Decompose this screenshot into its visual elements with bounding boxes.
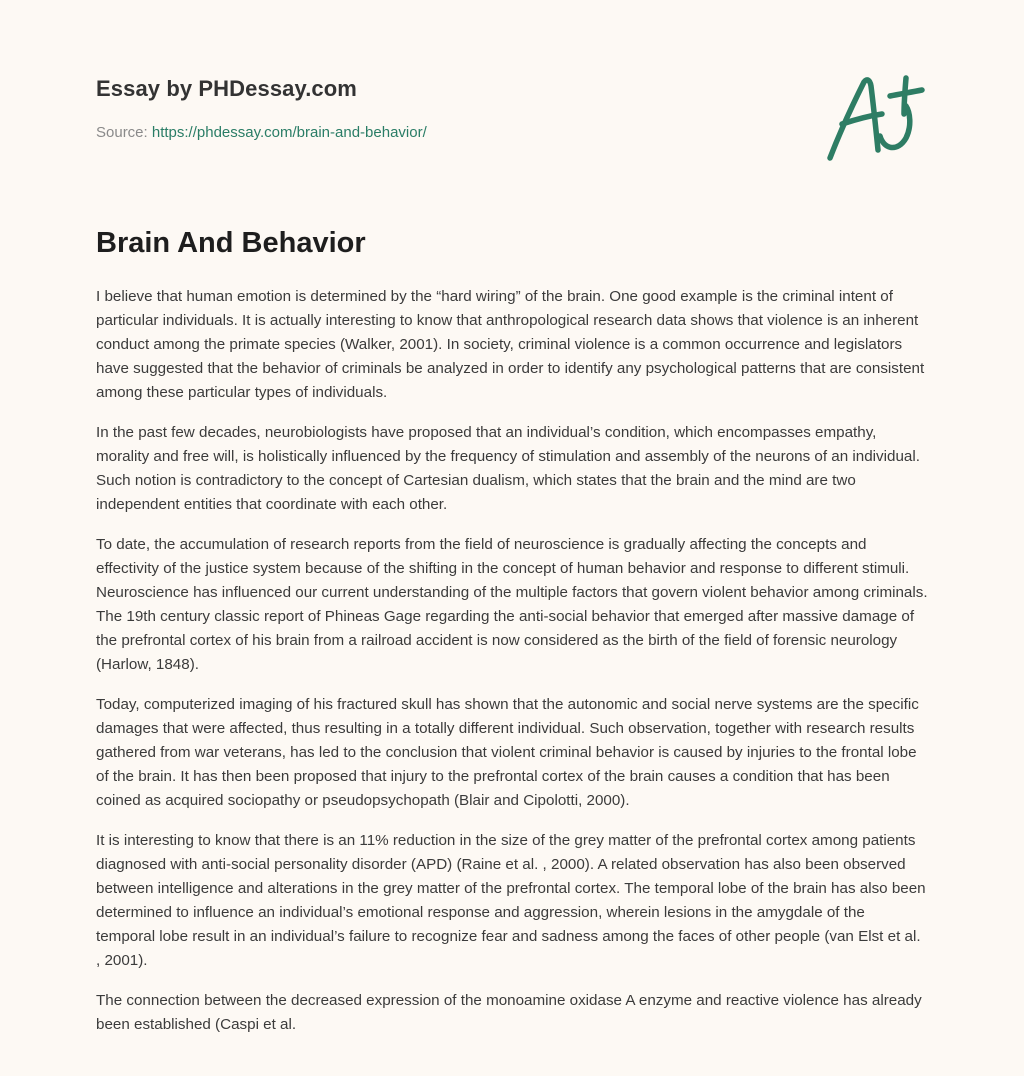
source-label: Source:	[96, 124, 148, 141]
paragraph: Today, computerized imaging of his fractured skull has shown that the autonomic and social nerve systems are the specific damages that were affected, thus resulting in a totally different individual. Such observation, together with research results gathered from war veterans, has led to the conclusion that violent criminal behavior is caused by injuries to the frontal lobe of the brain. It has then been proposed that injury to the prefrontal cortex of the brain causes a condition that has been coined as acquired sociopathy or pseudopsychopath (Blair and Cipolotti, 2000).	[96, 696, 919, 809]
page-header	[96, 0, 928, 200]
essay-body	[96, 285, 928, 1053]
site-title: Essay by PHDessay.com	[96, 76, 357, 101]
source-line	[96, 124, 427, 141]
paragraph: The connection between the decreased expression of the monoamine oxidase A enzyme and reactive violence has already been established (Caspi et al.	[96, 992, 922, 1033]
paragraph: To date, the accumulation of research reports from the field of neuroscience is gradually affecting the concepts and effectivity of the justice system because of the shifting in the concept of human behavior and response to different stimuli. Neuroscience has influenced our current understanding of the multiple factors that govern violent behavior among criminals. The 19th century classic report of Phineas Gage regarding the anti-social behavior that emerged after massive damage of the prefrontal cortex of his brain from a railroad accident is now considered as the birth of the field of forensic neurology (Harlow, 1848).	[96, 536, 928, 673]
essay-page	[96, 0, 928, 1033]
a-plus-grade-icon	[826, 70, 926, 162]
source-link[interactable]: https://phdessay.com/brain-and-behavior/	[151, 124, 427, 141]
paragraph: It is interesting to know that there is an 11% reduction in the size of the grey matter of the prefrontal cortex among patients diagnosed with anti-social personality disorder (APD) (Raine et al. , 2000). A related observation has also been observed between intelligence and alterations in the grey matter of the prefrontal cortex. The temporal lobe of the brain has also been determined to influence an individual’s emotional response and aggression, wherein lesions in the amygdale of the temporal lobe result in an individual’s failure to recognize fear and sadness among the faces of other people (van Elst et al. , 2001).	[96, 832, 926, 969]
paragraph: I believe that human emotion is determined by the “hard wiring” of the brain. One good example is the criminal intent of particular individuals. It is actually interesting to know that anthropological research data shows that violence is an inherent conduct among the primate species (Walker, 2001). In society, criminal violence is a common occurrence and legislators have suggested that the behavior of criminals be analyzed in order to identify any psychological patterns that are consistent among these particular types of individuals.	[96, 288, 925, 401]
essay-title: Brain And Behavior	[96, 227, 366, 259]
paragraph: In the past few decades, neurobiologists have proposed that an individual’s condition, which encompasses empathy, morality and free will, is holistically influenced by the frequency of stimulation and assembly of the neurons of an individual. Such notion is contradictory to the concept of Cartesian dualism, which states that the brain and the mind are two independent entities that coordinate with each other.	[96, 424, 920, 513]
